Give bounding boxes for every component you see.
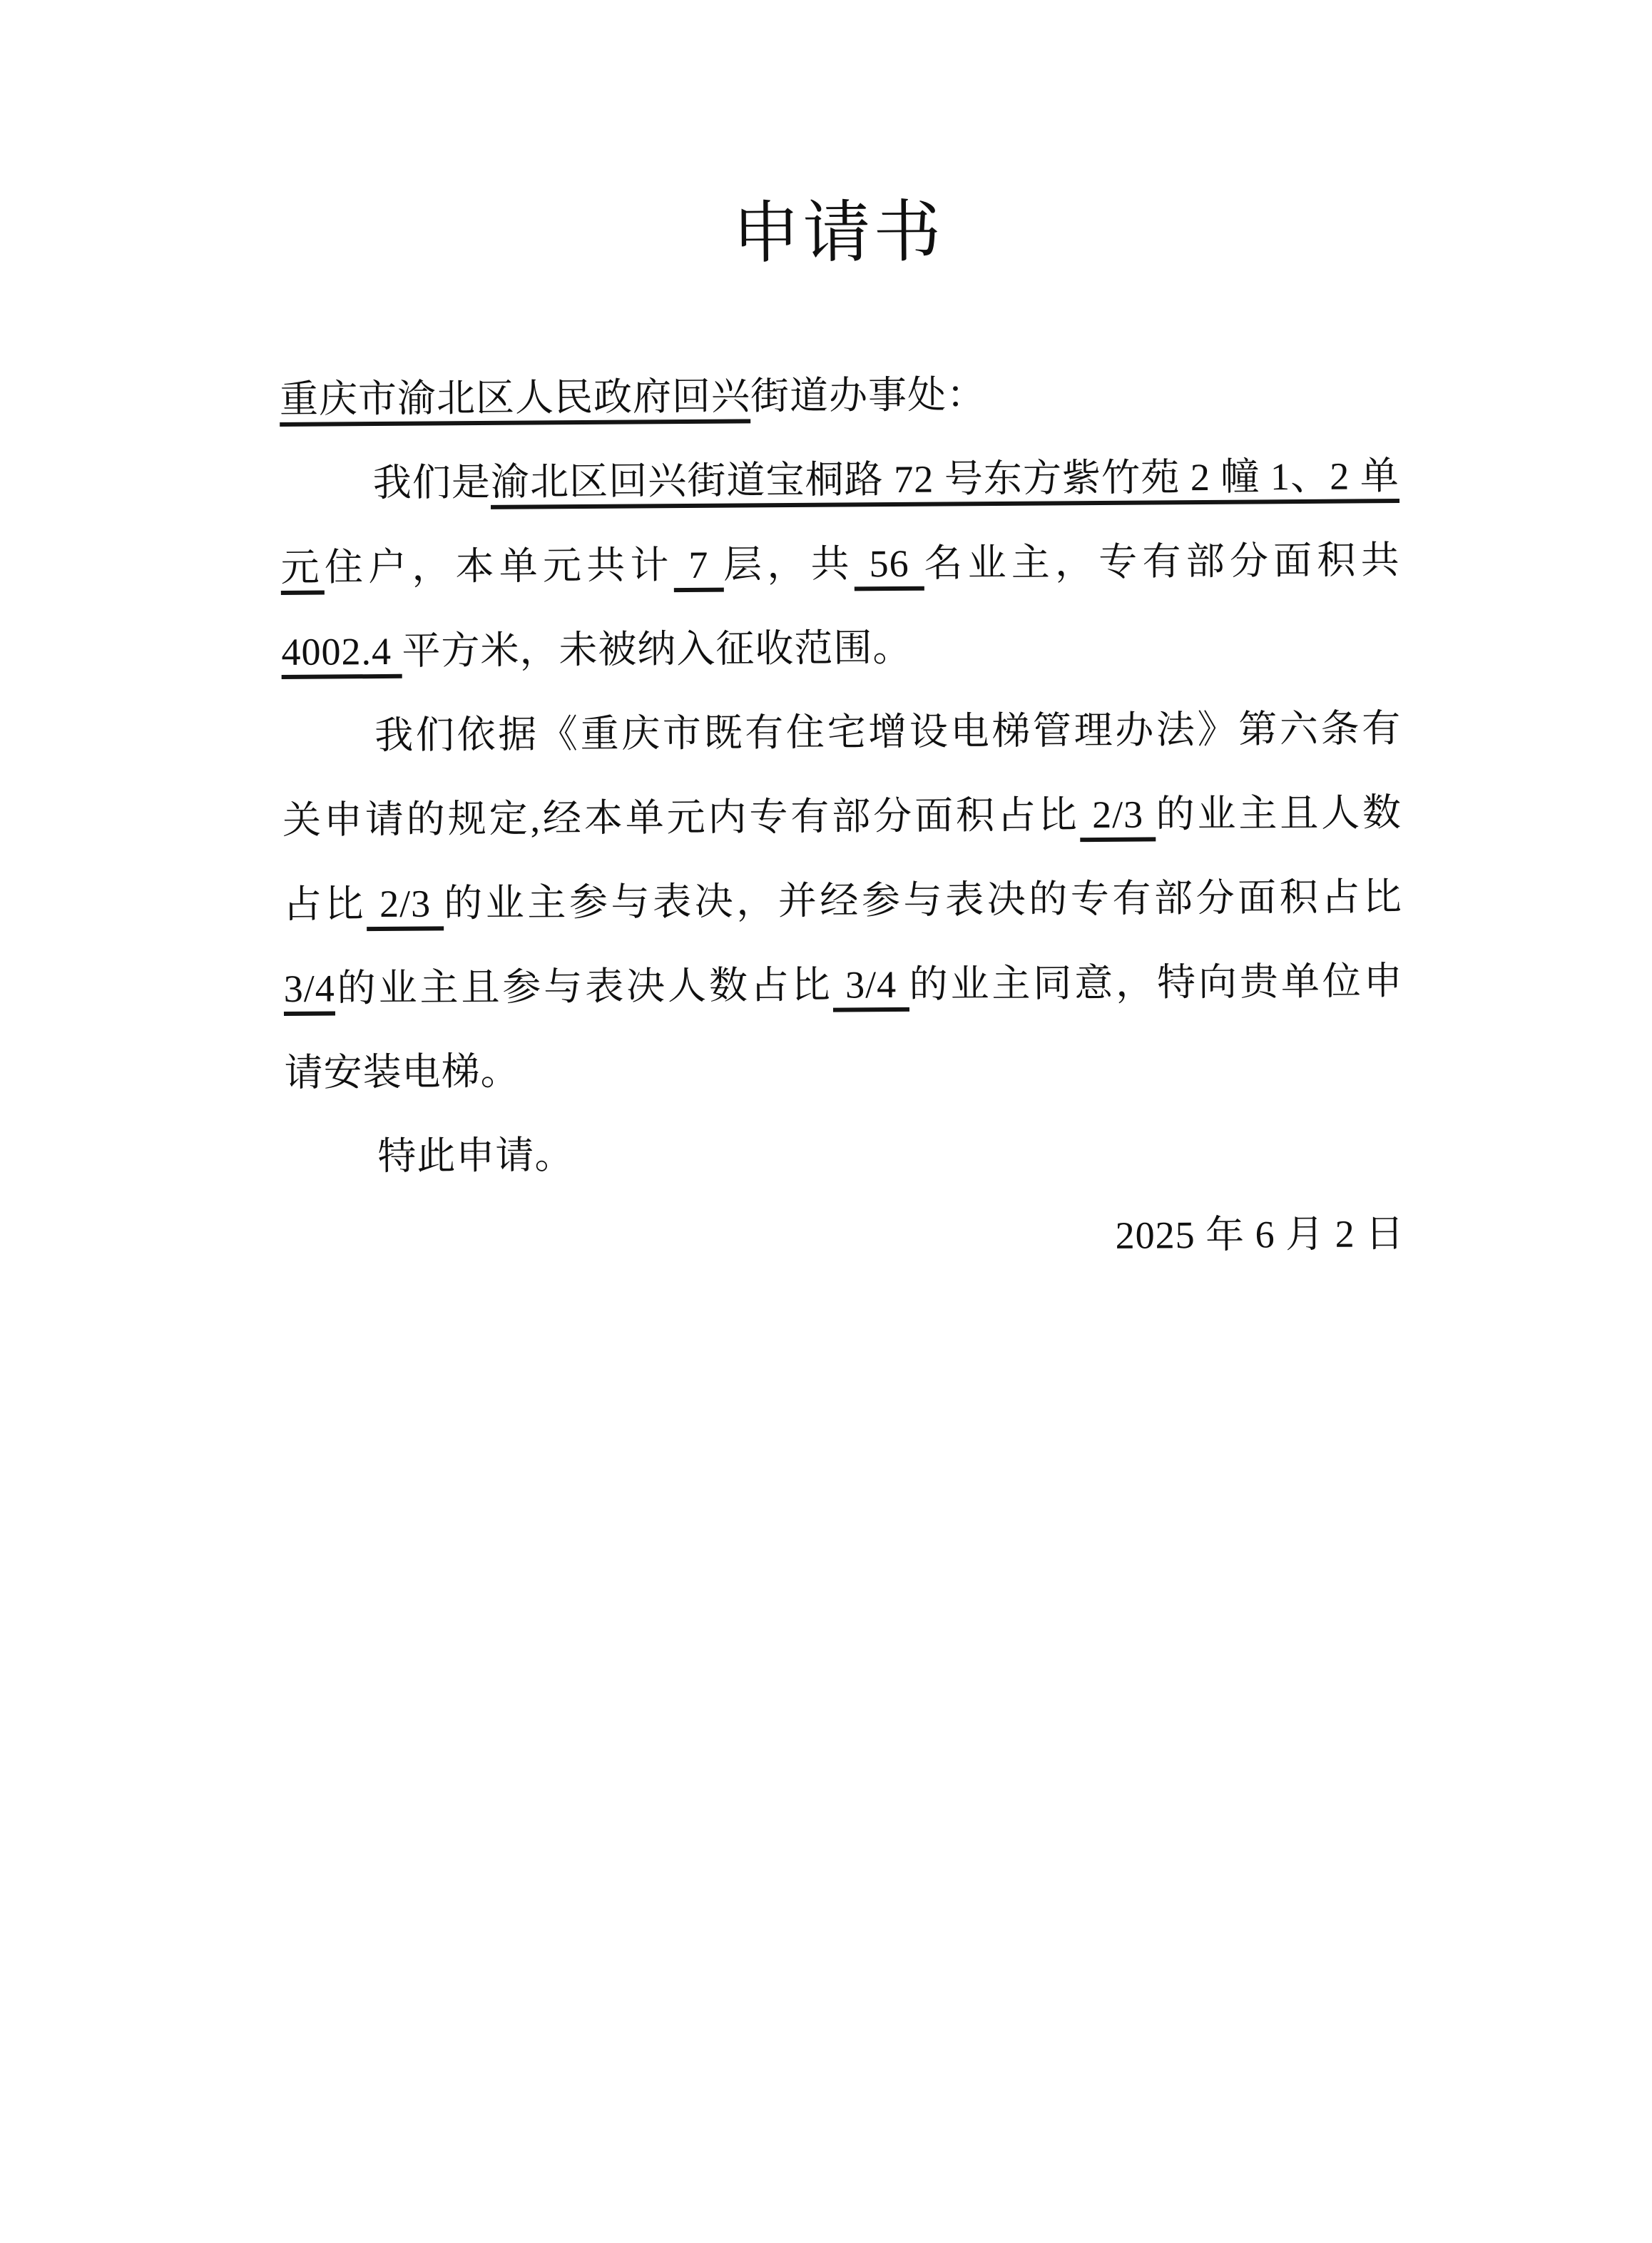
blank-agree-people-ratio: 3/4 bbox=[833, 963, 909, 1012]
body-line-6 bbox=[283, 855, 1403, 947]
text-segment: 关申请的规定,经本单元内专有部分面积占比 bbox=[282, 793, 1080, 842]
text-segment: 的业主同意，特向贵单位申 bbox=[909, 960, 1403, 1006]
body-line-8 bbox=[284, 1023, 1404, 1115]
blank-voting-people-ratio: 2/3 bbox=[367, 882, 444, 931]
text-segment: 层，共 bbox=[723, 542, 855, 586]
text-segment: 我们依据《重庆市既有住宅增设电梯管理办法》第六条有 bbox=[374, 707, 1402, 758]
body-line-7 bbox=[283, 939, 1403, 1031]
blank-area: 4002.4 bbox=[281, 630, 402, 679]
text-segment: 我们是 bbox=[372, 460, 491, 505]
text-segment: 住户，本单元共计 bbox=[324, 544, 674, 589]
body-line-4 bbox=[282, 686, 1402, 778]
salutation-line bbox=[280, 350, 1399, 442]
body-line-5 bbox=[282, 770, 1402, 863]
body-line-1 bbox=[280, 434, 1399, 526]
document-content bbox=[278, 190, 1405, 1283]
text-segment: 平方米，未被纳入征收范围。 bbox=[402, 626, 912, 673]
blank-floors: 7 bbox=[673, 544, 723, 592]
blank-district-office: 重庆市渝北区人民政府回兴 bbox=[280, 375, 750, 427]
body-line-3 bbox=[281, 602, 1401, 694]
text-segment: 的业主且人数 bbox=[1156, 791, 1402, 836]
text-segment: 名业主，专有部分面积共 bbox=[924, 539, 1400, 585]
salutation-suffix: 街道办事处： bbox=[750, 373, 986, 418]
text-segment: 特此申请。 bbox=[377, 1134, 574, 1179]
text-segment: 请安装电梯。 bbox=[284, 1049, 520, 1094]
blank-address: 渝北区回兴街道宝桐路 72 号东方紫竹苑 2 幢 1、2 单 bbox=[491, 454, 1399, 509]
blank-voting-area-ratio: 2/3 bbox=[1079, 793, 1156, 842]
text-segment: 的业主且参与表决人数占比 bbox=[335, 963, 833, 1010]
closing-line bbox=[285, 1107, 1404, 1199]
blank-owners-count: 56 bbox=[855, 542, 924, 591]
body-line-2 bbox=[280, 518, 1400, 610]
document-title: 申请书 bbox=[731, 194, 944, 272]
text-segment: 的业主参与表决，并经参与表决的专有部分面积占比 bbox=[444, 875, 1403, 925]
document-date: 2025 年 6 月 2 日 bbox=[1115, 1212, 1405, 1257]
blank-agree-area-ratio: 3/4 bbox=[284, 967, 335, 1016]
text-segment: 占比 bbox=[282, 883, 367, 926]
date-line bbox=[285, 1191, 1405, 1283]
blank-address-continued: 元 bbox=[280, 546, 325, 595]
